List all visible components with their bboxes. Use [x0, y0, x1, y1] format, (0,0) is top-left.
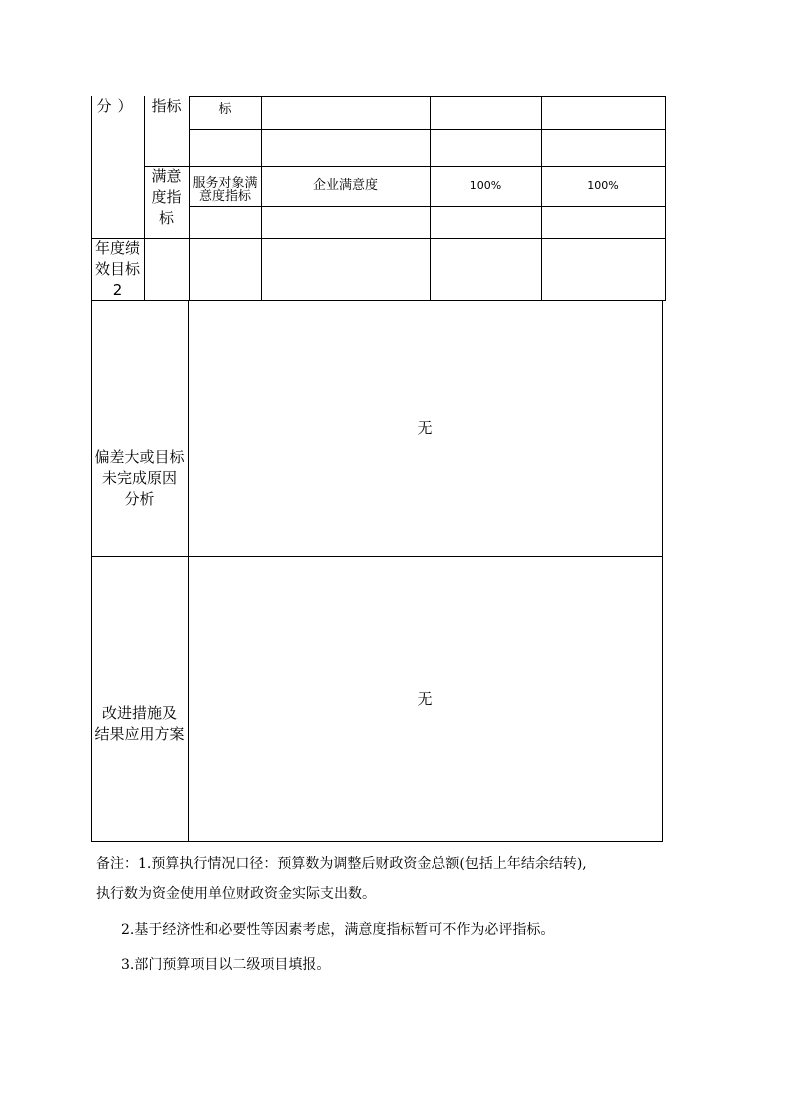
deviation-label-line: 偏差大或目标: [94, 448, 185, 466]
annual-goal-2-line: 年度绩: [94, 239, 140, 257]
satisfaction-subcategory-line: 意度指标: [198, 189, 251, 204]
improvement-label-line: 结果应用方案: [94, 725, 185, 743]
grid-line: [91, 556, 663, 557]
note-line-3: 2.基于经济性和必要性等因素考虑，满意度指标暂可不作为必评指标。: [121, 922, 555, 938]
note-line-1: 备注：1.预算执行情况口径：预算数为调整后财政资金总额(包括上年结余结转),: [96, 856, 587, 872]
grid-line: [91, 238, 666, 239]
deviation-label-line: 未完成原因: [101, 469, 177, 487]
score-label-fragment: 分）: [96, 97, 139, 115]
grid-line: [430, 96, 431, 301]
satisfaction-category-line: 标: [158, 209, 174, 227]
note-line-4: 3.部门预算项目以二级项目填报。: [121, 957, 331, 973]
grid-line: [91, 300, 92, 842]
improvement-value: 无: [417, 690, 433, 708]
note-line-2: 执行数为资金使用单位财政资金实际支出数。: [96, 886, 376, 902]
sub-indicator-label-fragment: 标: [218, 102, 232, 117]
satisfaction-actual-value: 100%: [587, 179, 619, 192]
annual-goal-2-line: 2: [112, 281, 123, 299]
satisfaction-category-line: 度指: [151, 188, 182, 206]
deviation-label-line: 分析: [124, 490, 155, 508]
grid-line: [144, 166, 666, 167]
improvement-label-line: 改进措施及: [101, 704, 177, 722]
satisfaction-target-value: 100%: [469, 179, 502, 192]
satisfaction-subcategory-line: 服务对象满: [192, 176, 258, 191]
indicator-label-fragment: 指标: [151, 97, 182, 115]
grid-line: [541, 96, 542, 301]
grid-line: [261, 96, 262, 301]
deviation-value: 无: [417, 419, 433, 437]
satisfaction-indicator-name: 企业满意度: [312, 178, 378, 193]
grid-line: [662, 300, 663, 842]
grid-line: [188, 300, 189, 842]
satisfaction-category-line: 满意: [151, 167, 182, 185]
grid-line: [91, 300, 666, 301]
grid-line: [91, 841, 663, 842]
annual-goal-2-line: 效目标: [94, 260, 140, 278]
grid-line: [665, 96, 666, 301]
